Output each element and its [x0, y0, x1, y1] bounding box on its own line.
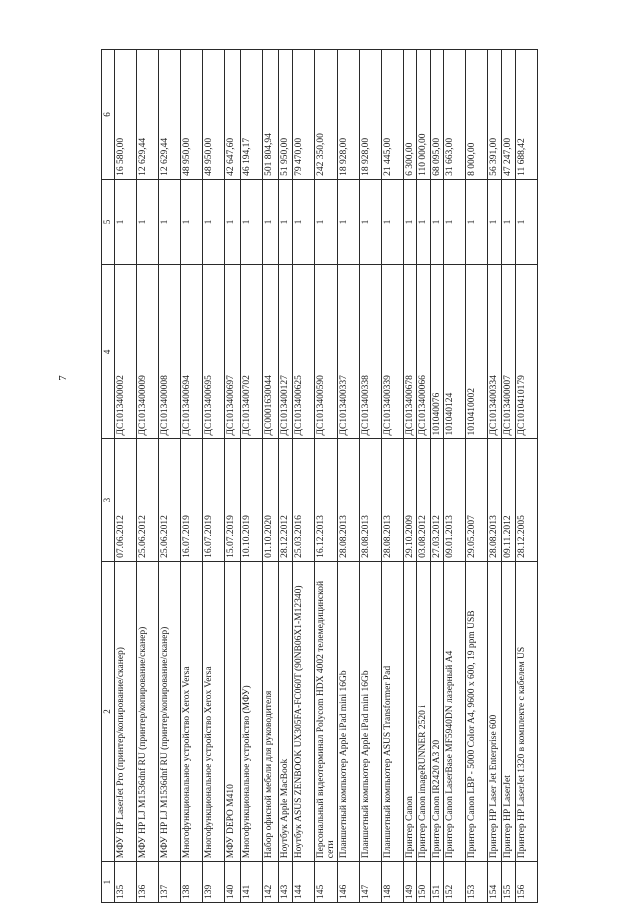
table-row: [278, 50, 292, 903]
row-number-cell: 149: [404, 862, 417, 903]
item-name-cell: Ноутбук ASUS ZENBOOK UX305FA-FC060T (90NB06X1-M12340): [292, 561, 314, 861]
date-cell: 28.08.2013: [487, 439, 501, 561]
quantity-cell: 1: [314, 179, 338, 264]
item-name-cell: Принтер Canon LBP - 5000 Color A4, 9600 x 600, 19 ppm USB: [465, 561, 487, 861]
item-name-cell: МФУ HP LaserJet Pro (принтер/копирование/сканер): [114, 561, 136, 861]
date-cell: 29.05.2007: [465, 439, 487, 561]
quantity-cell: 1: [240, 179, 262, 264]
amount-cell: 46 194,17: [240, 50, 262, 180]
date-cell: 28.08.2013: [338, 439, 360, 561]
inventory-number-cell: ДС1013400625: [292, 265, 314, 439]
row-number-cell: 147: [360, 862, 382, 903]
date-cell: 27.03.2012: [430, 439, 443, 561]
amount-cell: 12 629,44: [158, 50, 180, 180]
table-row: [515, 50, 537, 903]
page-number: 7: [57, 375, 69, 381]
quantity-cell: 1: [430, 179, 443, 264]
date-cell: 28.12.2005: [515, 439, 537, 561]
inventory-number-cell: ДС1013400066: [417, 265, 430, 439]
item-name-cell: Планшетный компьютер Apple iPad mini 16Gb: [360, 561, 382, 861]
column-header: 6: [102, 50, 115, 180]
amount-cell: 242 350,00: [314, 50, 338, 180]
inventory-number-cell: 101040076: [430, 265, 443, 439]
column-header: 4: [102, 265, 115, 439]
column-header: 1: [102, 862, 115, 903]
row-number-cell: 148: [382, 862, 404, 903]
date-cell: 15.07.2019: [224, 439, 240, 561]
table-row: [338, 50, 360, 903]
table-row: [417, 50, 430, 903]
inventory-number-cell: ДС1013400694: [180, 265, 202, 439]
amount-cell: 11 688,42: [515, 50, 537, 180]
row-number-cell: 139: [202, 862, 224, 903]
row-number-cell: 145: [314, 862, 338, 903]
amount-cell: 68 095,00: [430, 50, 443, 180]
table-row: [404, 50, 417, 903]
row-number-cell: 150: [417, 862, 430, 903]
item-name-cell: Многофункциональное устройство Xerox Versa: [202, 561, 224, 861]
amount-cell: 31 663,00: [443, 50, 465, 180]
table-row: [224, 50, 240, 903]
quantity-cell: 1: [487, 179, 501, 264]
item-name-cell: Принтер Canon: [404, 561, 417, 861]
inventory-number-cell: ДС1013400702: [240, 265, 262, 439]
inventory-number-cell: ДС1013400678: [404, 265, 417, 439]
rotated-table-container: [101, 49, 527, 903]
date-cell: 25.03.2016: [292, 439, 314, 561]
row-number-cell: 141: [240, 862, 262, 903]
table-row: [202, 50, 224, 903]
table-row: [360, 50, 382, 903]
amount-cell: 48 950,00: [180, 50, 202, 180]
column-header: 3: [102, 439, 115, 561]
quantity-cell: 1: [443, 179, 465, 264]
inventory-number-cell: ДС1013400339: [382, 265, 404, 439]
inventory-number-cell: ДС1013400008: [158, 265, 180, 439]
amount-cell: 79 470,00: [292, 50, 314, 180]
quantity-cell: 1: [136, 179, 158, 264]
table-row: [136, 50, 158, 903]
asset-table: [101, 49, 538, 903]
quantity-cell: 1: [180, 179, 202, 264]
amount-cell: 42 647,60: [224, 50, 240, 180]
amount-cell: 8 000,00: [465, 50, 487, 180]
item-name-cell: Принтер HP Laser Jet Enterprise 600: [487, 561, 501, 861]
item-name-cell: Принтер HP LaserJet 1320 в комплекте с кабелем US: [515, 561, 537, 861]
amount-cell: 21 445,00: [382, 50, 404, 180]
date-cell: 29.10.2009: [404, 439, 417, 561]
inventory-number-cell: ДС1013400338: [360, 265, 382, 439]
item-name-cell: Планшетный компьютер Apple iPad mini 16Gb: [338, 561, 360, 861]
date-cell: 07.06.2012: [114, 439, 136, 561]
amount-cell: 18 928,00: [360, 50, 382, 180]
table-row: [314, 50, 338, 903]
column-header: 5: [102, 179, 115, 264]
row-number-cell: 144: [292, 862, 314, 903]
quantity-cell: 1: [382, 179, 404, 264]
row-number-cell: 155: [501, 862, 515, 903]
date-cell: 28.08.2013: [360, 439, 382, 561]
table-row: [465, 50, 487, 903]
row-number-cell: 154: [487, 862, 501, 903]
row-number-cell: 153: [465, 862, 487, 903]
table-row: [114, 50, 136, 903]
amount-cell: 12 629,44: [136, 50, 158, 180]
table-row: [501, 50, 515, 903]
amount-cell: 56 391,00: [487, 50, 501, 180]
row-number-cell: 142: [262, 862, 278, 903]
asset-table-body: [102, 50, 538, 903]
table-row: [158, 50, 180, 903]
item-name-cell: Ноутбук Apple MacBook: [278, 561, 292, 861]
amount-cell: 16 580,00: [114, 50, 136, 180]
date-cell: 09.11.2012: [501, 439, 515, 561]
row-number-cell: 151: [430, 862, 443, 903]
table-row: [262, 50, 278, 903]
date-cell: 28.08.2013: [382, 439, 404, 561]
quantity-cell: 1: [262, 179, 278, 264]
row-number-cell: 137: [158, 862, 180, 903]
row-number-cell: 136: [136, 862, 158, 903]
table-row: [382, 50, 404, 903]
item-name-cell: Персональный видеотерминал Polycom HDX 4002 телемедицинской сети: [314, 561, 338, 861]
inventory-number-cell: ДС1013400697: [224, 265, 240, 439]
date-cell: 16.07.2019: [202, 439, 224, 561]
row-number-cell: 146: [338, 862, 360, 903]
table-row: [292, 50, 314, 903]
quantity-cell: 1: [465, 179, 487, 264]
inventory-number-cell: ДС1013400002: [114, 265, 136, 439]
quantity-cell: 1: [114, 179, 136, 264]
item-name-cell: Набор офисной мебели для руководителя: [262, 561, 278, 861]
quantity-cell: 1: [292, 179, 314, 264]
amount-cell: 501 804,94: [262, 50, 278, 180]
amount-cell: 6 300,00: [404, 50, 417, 180]
date-cell: 25.06.2012: [158, 439, 180, 561]
table-row: [430, 50, 443, 903]
item-name-cell: Принтер Canon IR2420 A3 20: [430, 561, 443, 861]
row-number-cell: 152: [443, 862, 465, 903]
item-name-cell: МФУ HP LJ M1536dnf RU (принтер/копирование/сканер): [136, 561, 158, 861]
amount-cell: 110 000,00: [417, 50, 430, 180]
quantity-cell: 1: [417, 179, 430, 264]
inventory-number-cell: ДС1013400337: [338, 265, 360, 439]
amount-cell: 18 928,00: [338, 50, 360, 180]
column-header: 2: [102, 561, 115, 861]
inventory-number-cell: ДС1013400590: [314, 265, 338, 439]
inventory-number-cell: 101040124: [443, 265, 465, 439]
quantity-cell: 1: [338, 179, 360, 264]
item-name-cell: Принтер HP LaserJet: [501, 561, 515, 861]
inventory-number-cell: ДС0001630044: [262, 265, 278, 439]
date-cell: 25.06.2012: [136, 439, 158, 561]
date-cell: 10.10.2019: [240, 439, 262, 561]
row-number-cell: 140: [224, 862, 240, 903]
inventory-number-cell: ДС1013400334: [487, 265, 501, 439]
date-cell: 28.12.2012: [278, 439, 292, 561]
inventory-number-cell: ДС1010410179: [515, 265, 537, 439]
row-number-cell: 156: [515, 862, 537, 903]
item-name-cell: Планшетный компьютер ASUS Transformer Pad: [382, 561, 404, 861]
inventory-number-cell: ДС1013400009: [136, 265, 158, 439]
date-cell: 09.01.2013: [443, 439, 465, 561]
date-cell: 16.12.2013: [314, 439, 338, 561]
item-name-cell: МФУ DEPO M410: [224, 561, 240, 861]
date-cell: 16.07.2019: [180, 439, 202, 561]
quantity-cell: 1: [278, 179, 292, 264]
row-number-cell: 135: [114, 862, 136, 903]
quantity-cell: 1: [501, 179, 515, 264]
quantity-cell: 1: [202, 179, 224, 264]
date-cell: 01.10.2020: [262, 439, 278, 561]
item-name-cell: Принтер Canon LaserBase MF5940DN лазерный A4: [443, 561, 465, 861]
inventory-number-cell: 1010410002: [465, 265, 487, 439]
amount-cell: 48 950,00: [202, 50, 224, 180]
quantity-cell: 1: [404, 179, 417, 264]
inventory-number-cell: ДС1013400007: [501, 265, 515, 439]
quantity-cell: 1: [515, 179, 537, 264]
inventory-number-cell: ДС1013400127: [278, 265, 292, 439]
row-number-cell: 143: [278, 862, 292, 903]
row-number-cell: 138: [180, 862, 202, 903]
item-name-cell: Многофункциональное устройство (МФУ): [240, 561, 262, 861]
item-name-cell: МФУ HP LJ M1536dnf RU (принтер/копирование/сканер): [158, 561, 180, 861]
quantity-cell: 1: [224, 179, 240, 264]
table-row: [487, 50, 501, 903]
table-row: [240, 50, 262, 903]
table-row: [180, 50, 202, 903]
inventory-number-cell: ДС1013400695: [202, 265, 224, 439]
amount-cell: 47 247,00: [501, 50, 515, 180]
date-cell: 03.08.2012: [417, 439, 430, 561]
quantity-cell: 1: [158, 179, 180, 264]
quantity-cell: 1: [360, 179, 382, 264]
table-row: [443, 50, 465, 903]
item-name-cell: Принтер Canon imageRUNNER 2520 i: [417, 561, 430, 861]
amount-cell: 51 950,00: [278, 50, 292, 180]
item-name-cell: Многофункциональное устройство Xerox Versa: [180, 561, 202, 861]
table-header-row: [102, 50, 115, 903]
